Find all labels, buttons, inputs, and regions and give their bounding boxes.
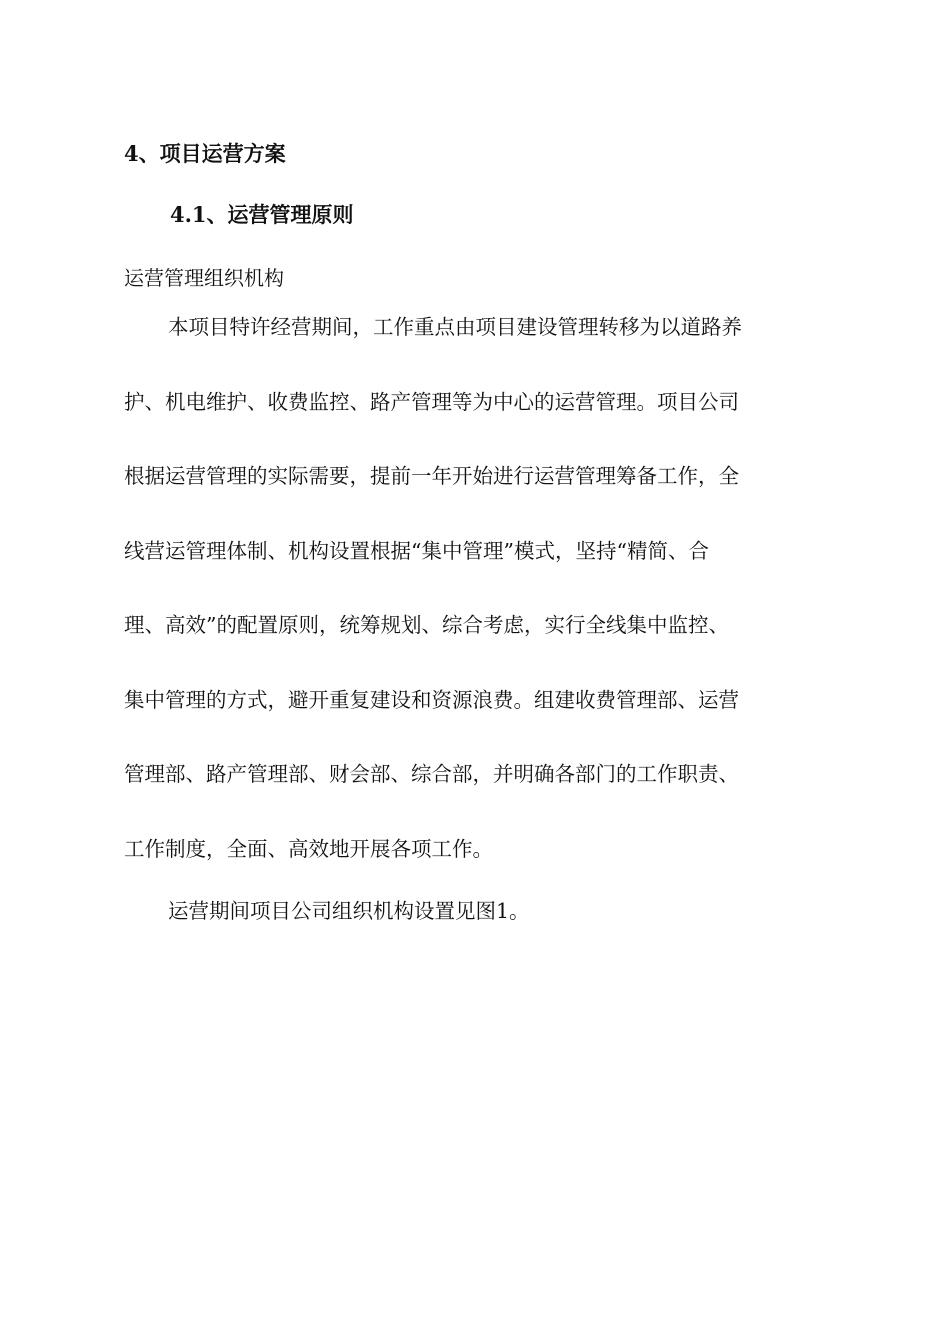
paragraph-line: 工作制度，全面、高效地开展各项工作。 [124, 837, 493, 861]
paragraph-line: 本项目特许经营期间，工作重点由项目建设管理转移为以道路养 [168, 315, 742, 339]
subheading: 运营管理组织机构 [124, 266, 284, 290]
paragraph-line: 护、机电维护、收费监控、路产管理等为中心的运营管理。项目公司 [124, 390, 739, 414]
paragraph-line: 线营运管理体制、机构设置根据“集中管理”模式，坚持“精简、合 [124, 539, 709, 563]
subsection-heading: 4.1、运营管理原则 [170, 202, 354, 227]
paragraph-line: 理、高效”的配置原则，统筹规划、综合考虑，实行全线集中监控、 [124, 613, 729, 637]
paragraph-line: 管理部、路产管理部、财会部、综合部，并明确各部门的工作职责、 [124, 762, 739, 786]
section-heading: 4、项目运营方案 [124, 141, 286, 166]
paragraph-line: 根据运营管理的实际需要，提前一年开始进行运营管理筹备工作，全 [124, 464, 739, 488]
paragraph-line: 集中管理的方式，避开重复建设和资源浪费。组建收费管理部、运营 [124, 688, 739, 712]
paragraph-2: 运营期间项目公司组织机构设置见图1。 [168, 899, 530, 923]
